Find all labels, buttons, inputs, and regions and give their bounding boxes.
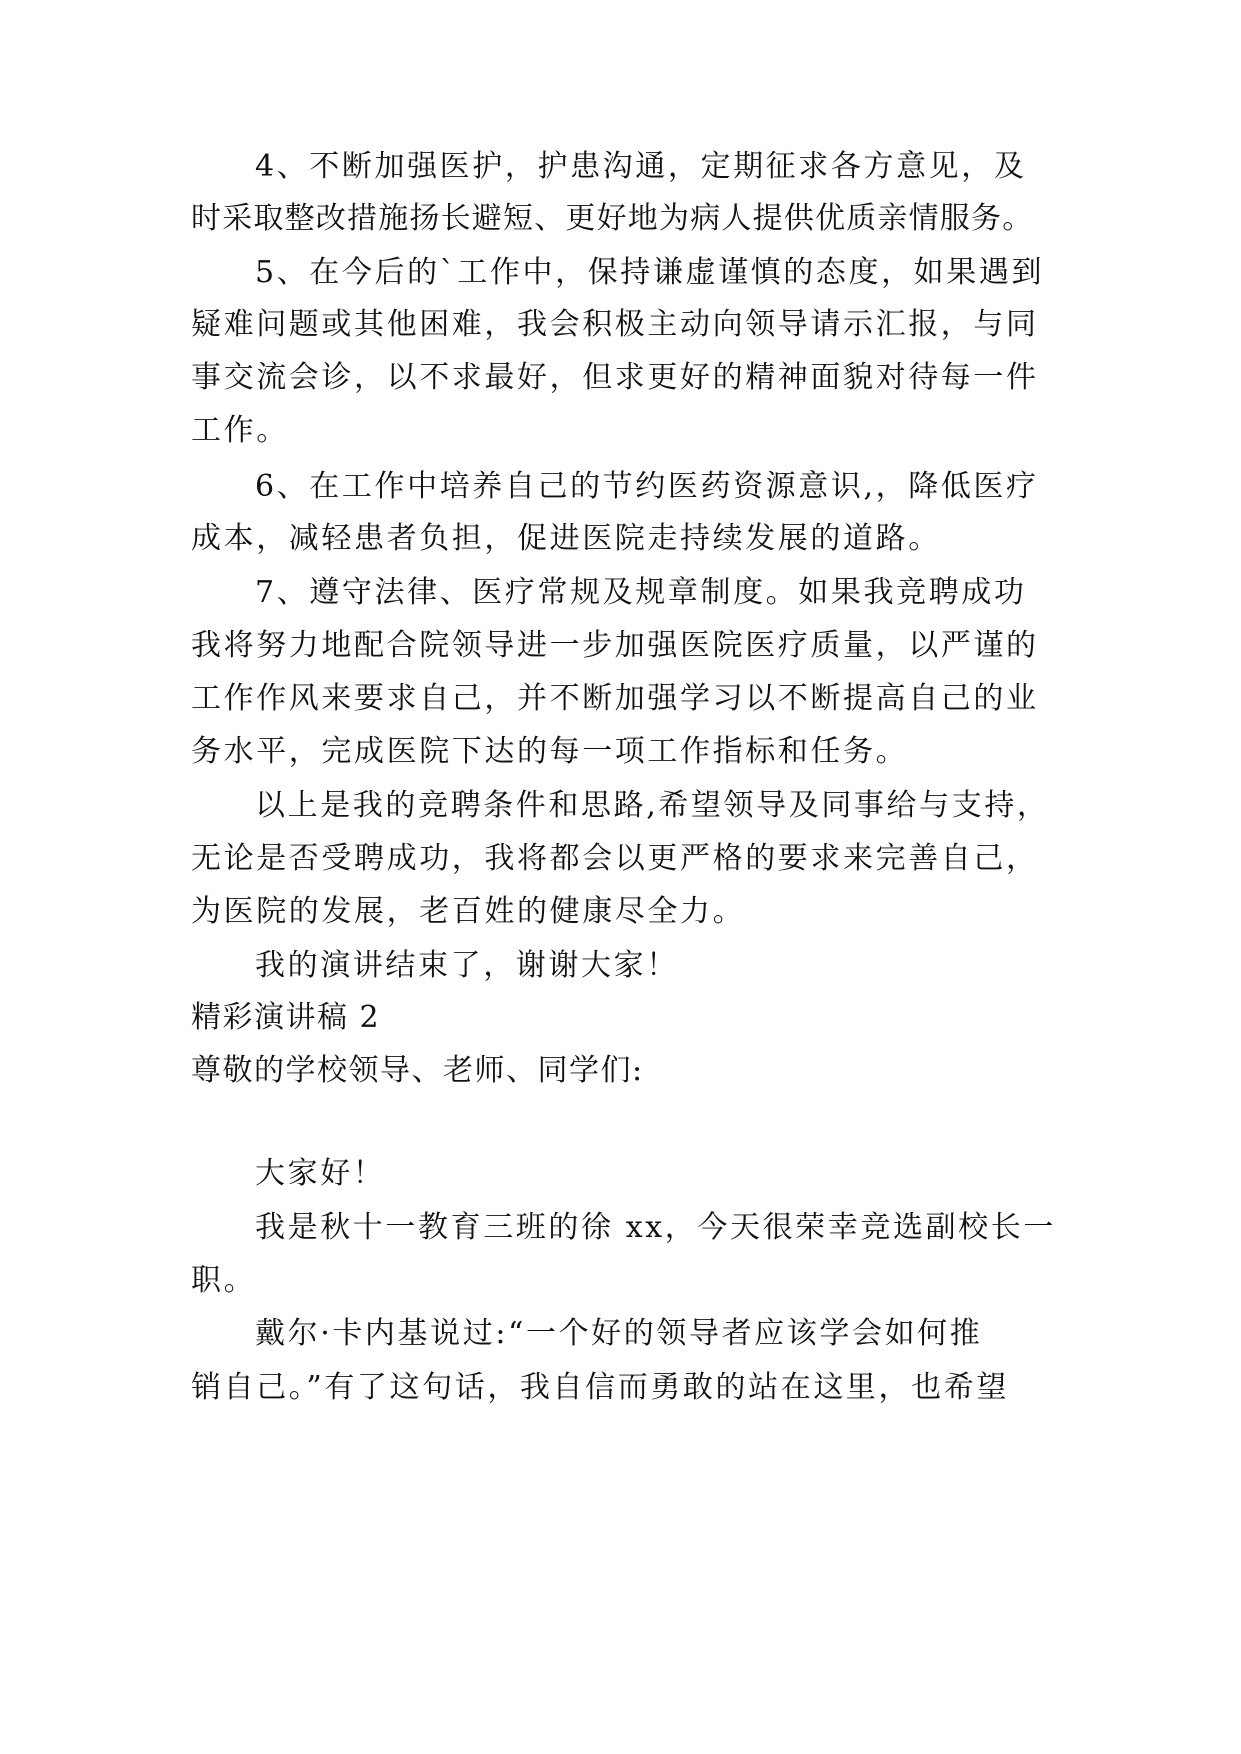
section-heading: 精彩演讲稿 2: [191, 1000, 381, 1035]
salutation: 尊敬的学校领导、老师、同学们:: [191, 1053, 644, 1088]
paragraph-6-line-2: 成本，减轻患者负担，促进医院走持续发展的道路。: [191, 521, 941, 556]
paragraph-7-line-4: 务水平，完成医院下达的每一项工作指标和任务。: [191, 734, 909, 769]
paragraph-7-line-1: 7、遵守法律、医疗常规及规章制度。如果我竞聘成功: [255, 575, 1027, 610]
paragraph-8-line-3: 为医院的发展，老百姓的健康尽全力。: [191, 894, 746, 929]
paragraph-6-line-1: 6、在工作中培养自己的节约医药资源意识,，降低医疗: [255, 469, 1039, 504]
paragraph-5-line-1: 5、在今后的`工作中，保持谦虚谨慎的态度，如果遇到: [255, 255, 1045, 290]
greeting: 大家好！: [255, 1156, 386, 1191]
intro-line-2: 职。: [191, 1263, 257, 1298]
intro-line-1: 我是秋十一教育三班的徐 xx，今天很荣幸竞选副校长一: [255, 1210, 1056, 1245]
paragraph-4-line-2: 时采取整改措施扬长避短、更好地为病人提供优质亲情服务。: [191, 201, 1034, 236]
paragraph-8-line-2: 无论是否受聘成功，我将都会以更严格的要求来完善自己，: [191, 841, 1039, 876]
paragraph-4-line-1: 4、不断加强医护，护患沟通，定期征求各方意见，及: [255, 149, 1027, 184]
paragraph-5-line-4: 工作。: [191, 413, 289, 448]
paragraph-7-line-3: 工作作风来要求自己，并不断加强学习以不断提高自己的业: [191, 681, 1039, 716]
closing-line: 我的演讲结束了，谢谢大家！: [255, 948, 679, 983]
quote-line-2: 销自己。”有了这句话，我自信而勇敢的站在这里，也希望: [191, 1370, 1009, 1405]
paragraph-5-line-3: 事交流会诊，以不求最好，但求更好的精神面貌对待每一件: [191, 360, 1039, 395]
paragraph-5-line-2: 疑难问题或其他困难，我会积极主动向领导请示汇报，与同: [191, 307, 1039, 342]
paragraph-8-line-1: 以上是我的竞聘条件和思路,希望领导及同事给与支持，: [255, 788, 1050, 823]
paragraph-7-line-2: 我将努力地配合院领导进一步加强医院医疗质量，以严谨的: [191, 628, 1039, 663]
quote-line-1: 戴尔·卡内基说过:“一个好的领导者应该学会如何推: [255, 1316, 983, 1351]
